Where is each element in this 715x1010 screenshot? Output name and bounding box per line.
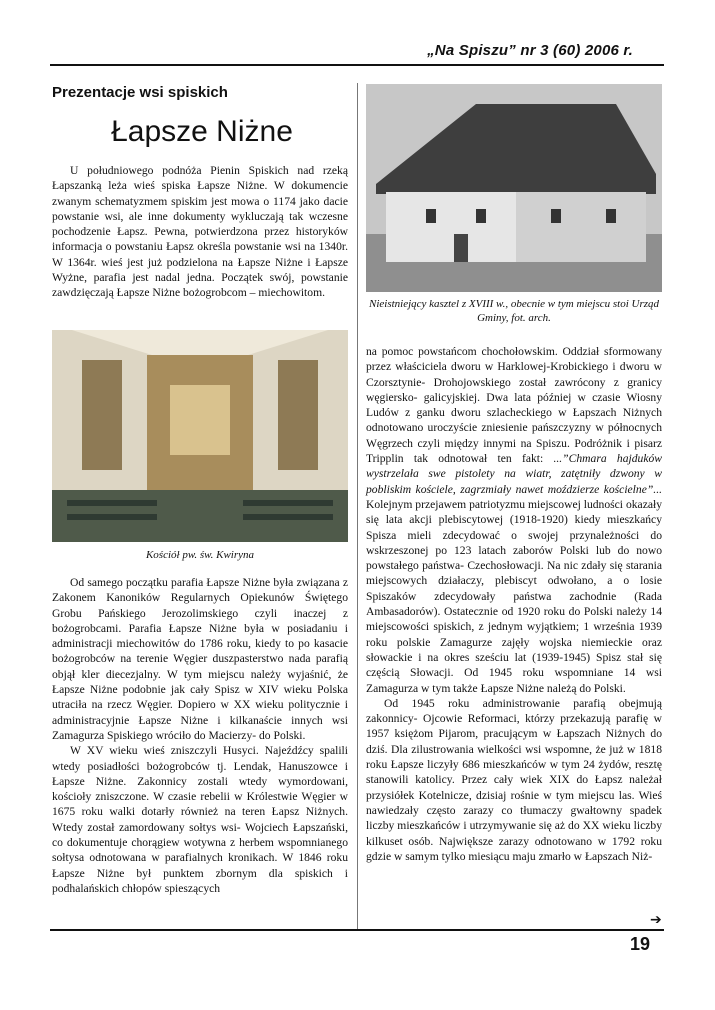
lead-paragraph xyxy=(52,163,348,301)
body-text: Kolejnym przejawem patriotyzmu miejscowej ludności okazały się lata akcji plebiscytowej (1918-1920) kiedy mieszkańcy Spisza mieli zdecydować o swojej przynależności do wskrzeszonej po 123 latach zaborów Polski lub do nowo powstałego państwa- Czechosłowacji. Na nic zdały się starania miejscowych działaczy, plebiscyt odwołano, a o losie Spiszaków zdecydowały państwa zachodnie (Rada Ambasadorów). Ostatecznie od 1920 roku do Polski należy 14 miejscowości spiskich, z jednym wyjątkiem; 1 września 1939 roku polskie Zamagurze zajęły wojska niemieckie oraz słowackie i na okres sześciu lat (1939-1945) Spisz stał się częścią Słowacji. Od 1945 roku wspomniane 14 wsi Zamagurza w tym także Łapsze Niżne należą do Polski. xyxy=(366,497,662,695)
body-paragraph: W XV wieku wieś zniszczyli Husyci. Najeźdźcy spalili wtedy posiadłości bożogrobców tj. Lendak, Hanuszowce i Łapsze Niżne. Zakonnicy zostali wtedy wymordowani, kościoły zniszczone. W czasie rebelii w Królestwie Węgier w 1675 roku walki dotarły również na teren Łapsz Niżnych. Wtedy został zamordowany sołtys wsi- Wojciech Łapszański, co dokumentuje chorągiew wotywna z herbem wspomnianego sołtysa odnotowana w parafialnych kronikach. W 1846 roku Łapsze Niżne był punktem zbornym dla spiskich i podhalańskich chłopów spieszących xyxy=(52,744,348,895)
continue-arrow-icon: ➔ xyxy=(650,912,662,928)
church-interior-photo xyxy=(52,330,348,542)
body-paragraph xyxy=(366,344,662,696)
section-label: Prezentacje wsi spiskich xyxy=(52,84,228,101)
body-text: na pomoc powstańcom chochołowskim. Oddział sformowany przez właściciela dworu w Harklowej-Krobickiego i dworu w Czorsztynie- Drohojowskiego został zawrócony z granicy węgiersko- galicyjskiej. Dwa lata później w czasie Wiosny Ludów z ganku dworu szlacheckiego w Łapszach Niżnych odnotowano uroczyście zniesienie pańszczyzny w północnych Węgrzech czyli między innymi na Spiszu. Podróżnik i pisarz Tripplin tak odnotował ten fakt: xyxy=(366,345,662,466)
left-column-body xyxy=(52,575,348,896)
header-divider xyxy=(50,64,664,66)
castle-photo xyxy=(366,84,662,292)
castle-photo-caption: Nieistniejący kasztel z XVIII w., obecnie w tym miejscu stoi Urząd Gminy, fot. arch. xyxy=(368,298,660,324)
body-paragraph: Od 1945 roku administrowanie parafią obejmują zakonnicy- Ojcowie Reformaci, którzy przekazują parafię w 1957 księżom Pijarom, pracującym w Łapszach Niżnych do dziś. Dla zilustrowania wielkości wsi wspomne, że już w 1818 roku Łapsze liczyły 686 mieszkańców w tym 24 żydów, resztę stanowili katolicy. Przez cały wiek XIX do Łapsz należał przysiółek Kotelnicze, dzisiaj rośnie w tym miejscu las. Wieś nawiedzały często zarazy co tłumaczy gwałtowny spadek liczby mieszkańców i utrzymywanie się aż do XX wieku liczby kilkuset osób. Największe zarazy odnotowano w 1792 roku gdzie w samym tylko miesiącu maju zmarło w Łapszach Niż- xyxy=(366,696,662,863)
castle-illustration xyxy=(366,84,662,292)
footer-divider xyxy=(50,929,664,931)
page-number: 19 xyxy=(630,934,651,954)
body-paragraph: Od samego początku parafia Łapsze Niżne była związana z Zakonem Kanoników Regularnych Opiekunów Świętego Grobu Pańskiego Jerozolimskiego czyli inaczej z bożogrobcami. Parafia Łapsze Niżne była w posiadaniu i administracji miechowitów do 1786 roku, kiedy to po kasacie bożogrobców na terenie Węgier duszpasterstwo nada parafią objął kler diecezjalny. W tym miejscu należy wyjaśnić, że Łapsze Niżne podobnie jak cały Spisz w XIV wieku Polska utraciła na rzecz Węgier. Dopiero w XX wieku politycznie i administracyjnie Łapsze Niżne i kilkanaście innych wsi Zamagurza Spiskiego wróciło do Macierzy- do Polski. xyxy=(52,576,348,742)
church-interior-illustration xyxy=(52,330,348,542)
article-title: Łapsze Niżne xyxy=(111,115,293,148)
column-divider xyxy=(357,83,358,929)
right-column-body xyxy=(366,344,662,864)
lead-text: U południowego podnóża Pienin Spiskich nad rzeką Łapszanką leża wieś spiska Łapsze Niżne. W dokumencie zwanym schematyzmem spiskim jest mowa o 1174 jako dacie powstanie wsi, ale inne dokumenty wykluczają tak wczesne pochodzenie Łapsz. Pewna, potwierdzona przez historyków informacja o powstaniu Łapsz określa powstanie wsi na 1340r. W 1364r. wieś jest już podzielona na Łapsze Niżne i Łapsze Wyżne, parafia jest nadal jedna. Początek swój, powstanie zawdzięczają Łapsze Niżne bożogrobcom – miechowitom. xyxy=(52,164,348,300)
church-photo-caption: Kościół pw. św. Kwiryna xyxy=(145,549,255,561)
journal-header: „Na Spiszu” nr 3 (60) 2006 r. xyxy=(427,42,633,59)
tripplin-quote: ...”Chmara hajduków wystrzelała swe pistolety na wiatr, zatętniły dzwony w pobliskim kościele, zagrzmiały nawet moździerze kościelne”... xyxy=(366,452,662,496)
